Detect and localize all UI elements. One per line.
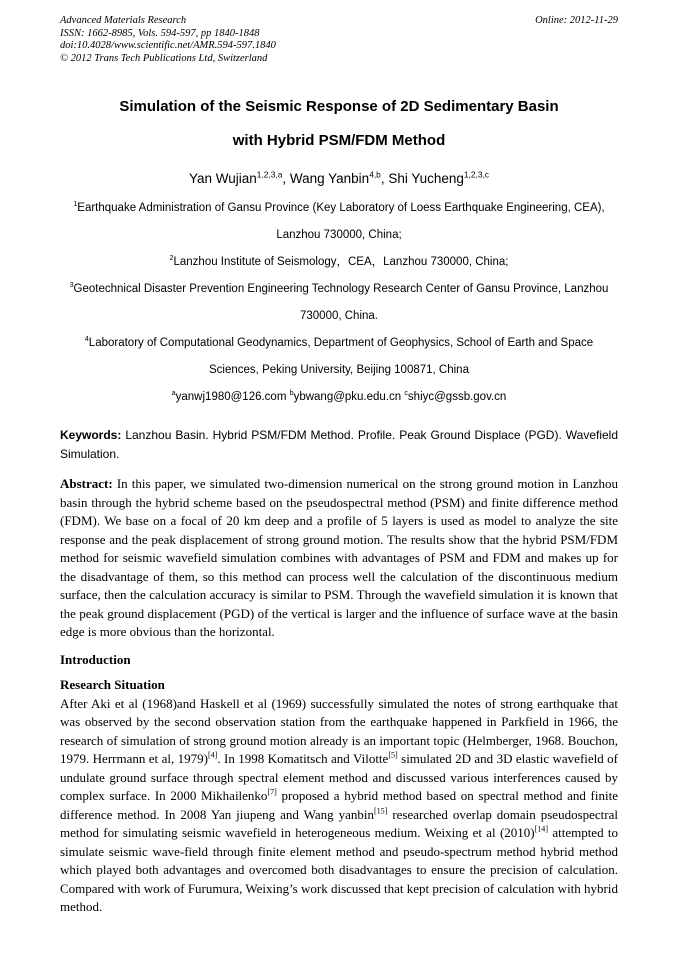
authors-line: Yan Wujian$^{1,2,3,a}$, Wang Yanbin$^{4,b}$, Shi Yucheng$^{1,2,3,c}$ [189, 169, 489, 186]
affiliation-2: $^2$Lanzhou Institute of Seismology，CEA，Lanzhou 730000, China; [169, 254, 509, 268]
issn-line: ISSN: 1662-8985, Vols. 594-597, pp 1840-1848 [60, 27, 260, 39]
research-situation-heading: Research Situation [60, 677, 165, 692]
doi-line: doi:10.4028/www.scientific.net/AMR.594-597.1840 [60, 40, 276, 51]
research-situation-paragraph: After Aki et al (1968)and Haskell et al (1969) successfully simulated the notes of strong earthquake that was observed by the second observation station from the earthquake happened in Parkfield in 1966, the research of simulation of strong ground motion already is an important topic (Helmberger, 1968. Bouchon, 1979. Herrmann et al, 1979)[4]. In 1998 Komatitsch and Vilotte[5] simulated 2D and 3D elastic wavefield of undulate ground surface through spectral element method and discussed various interferences caused by complex surface. In 2000 Mikhailenko[7] proposed a hybrid method based on spectral method and finite difference method. In 2008 Yan jiupeng and Wang yanbin[15] researched overlap domain pseudospectral method for simulating seismic wavefield in heterogeneous medium. Weixing et al (2010)[14] attempted to simulate seismic wave-field through finite element method and pseudo-spectrum method hybrid method which played both advantages and overcomed both disadvantages to ensure the precision of calculation. Compared with work of Furumura, Weixing’s work discussed that kept precision of calculation with hybrid method. [60, 695, 619, 914]
affiliation-1: $^1$Earthquake Administration of Gansu Province (Key Laboratory of Loess Earthquake Engineering, CEA), Lanzhou 730000, China; [73, 200, 605, 241]
affiliation-4: $^4$Laboratory of Computational Geodynamics, Department of Geophysics, School of Earth and Space Sciences, Peking University, Beijing 100871, China [84, 335, 594, 376]
keywords-paragraph: Keywords: Lanzhou Basin. Hybrid PSM/FDM Method. Profile. Peak Ground Displace (PGD). Wavefield Simulation. [60, 428, 618, 461]
affiliation-3: $^3$Geotechnical Disaster Prevention Engineering Technology Research Center of Gansu Province, Lanzhou 730000, China. [69, 281, 609, 322]
affiliations-block [60, 195, 618, 411]
copyright-line: © 2012 Trans Tech Publications Ltd, Switzerland [60, 52, 268, 64]
paper-title [60, 90, 618, 158]
online-date: Online: 2012-11-29 [535, 15, 618, 26]
journal-header [60, 15, 618, 65]
paper-title-line-1: Simulation of the Seismic Response of 2D Sedimentary Basin [119, 98, 559, 115]
paper-title-line-2: with Hybrid PSM/FDM Method [232, 132, 446, 149]
author-emails-line: $^a$yanwj1980@126.com $^b$ybwang@pku.edu.cn $^c$shiyc@gssb.gov.cn [171, 389, 507, 403]
journal-header-left [60, 15, 276, 65]
introduction-heading: Introduction [60, 651, 131, 667]
abstract-paragraph: Abstract: In this paper, we simulated two-dimension numerical on the strong ground motion in Lanzhou basin through the hybrid scheme based on the pseudospectral method (PSM) and finite difference method (FDM). We base on a focal of 20 km deep and a profile of 5 layers is used as model to analyze the site response and the peak displacement of strong ground motion. The results show that the hybrid PSM/FDM method for seismic wavefield simulation combines with advantages of PSM and FDM and makes up for the disadvantage of them, so this method can process well the calculation of the discontinuous medium surface, then the calculation accuracy is similar to PSM. Through the wavefield simulation it is known that the peak ground displacement (PGD) of the vertical is larger and the influence of surface wave at the basin edge is more obvious than the horizontal. [60, 476, 618, 639]
journal-name: Advanced Materials Research [60, 15, 187, 26]
